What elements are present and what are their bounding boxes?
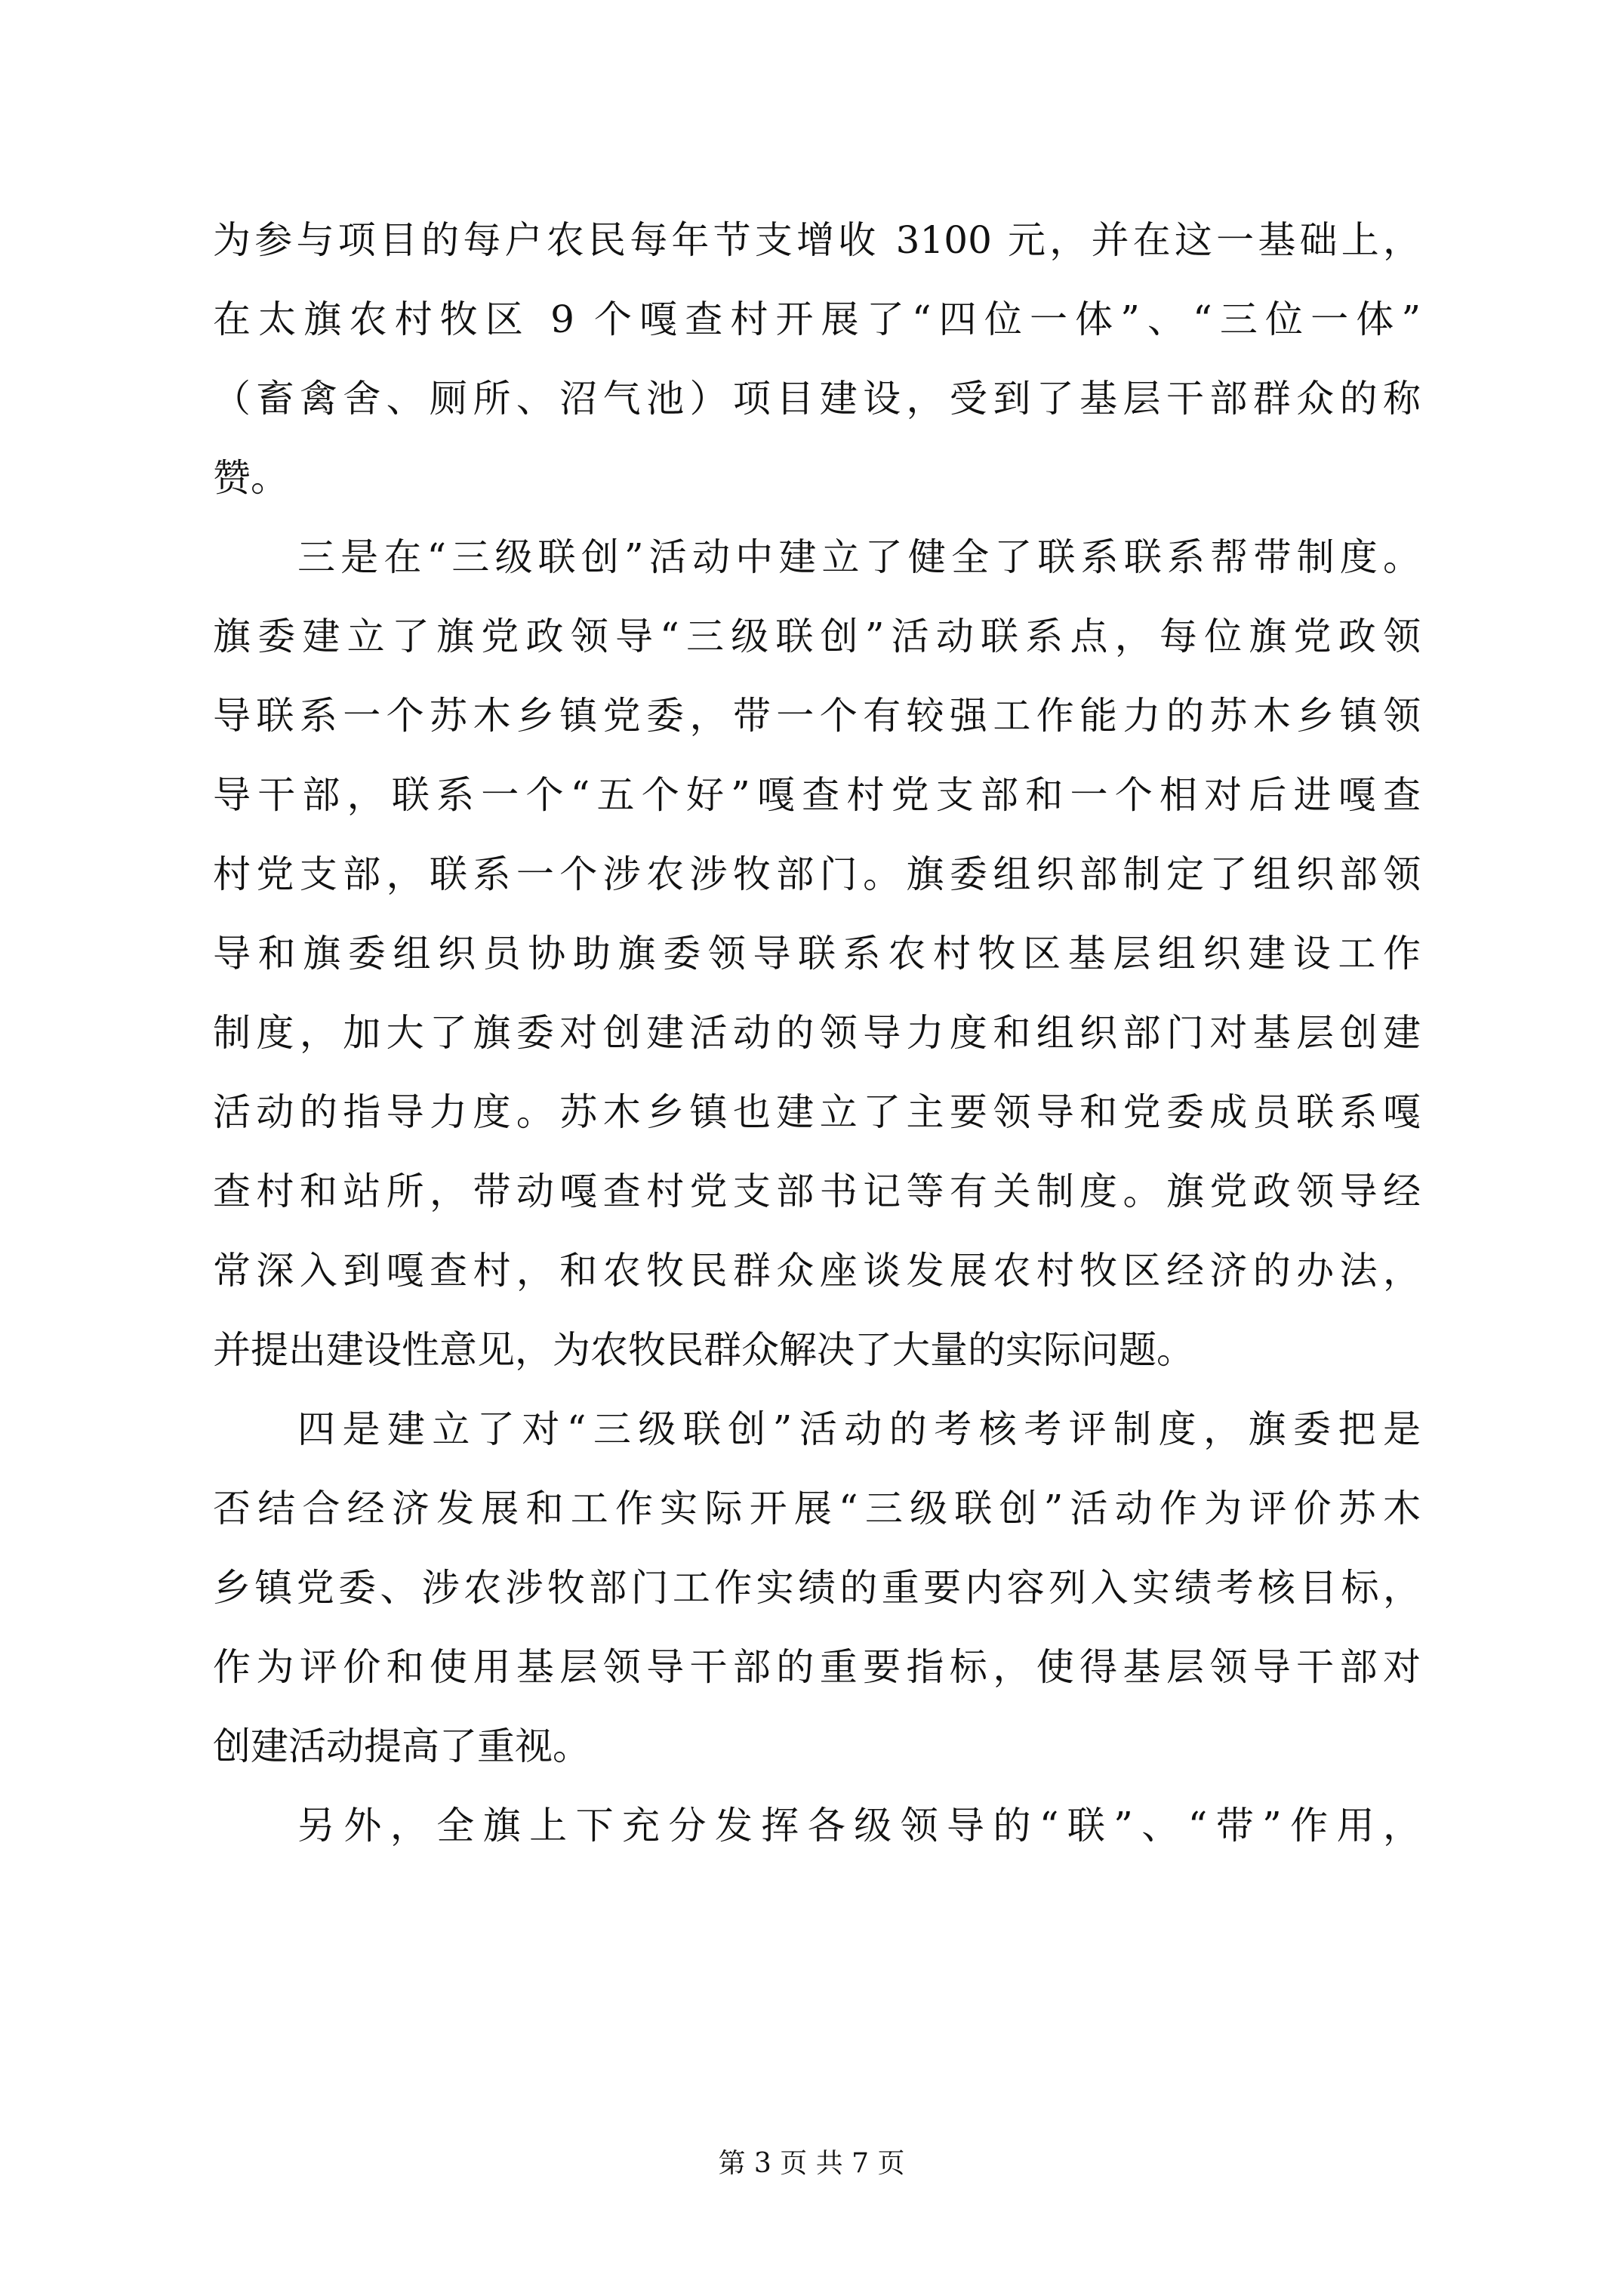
paragraph-line: 导联系一个苏木乡镇党委，带一个有较强工作能力的苏木乡镇领 bbox=[213, 694, 1421, 738]
document-body bbox=[213, 201, 1421, 1866]
paragraph bbox=[213, 1390, 1421, 1786]
paragraph bbox=[213, 201, 1421, 518]
paragraph-line: （畜禽舍、厕所、沼气池）项目建设，受到了基层干部群众的称 bbox=[213, 377, 1421, 421]
paragraph bbox=[213, 518, 1421, 1390]
paragraph-line: 村党支部，联系一个涉农涉牧部门。旗委组织部制定了组织部领 bbox=[213, 852, 1421, 896]
paragraph-line: 在太旗农村牧区 9 个嘎查村开展了“四位一体”、“三位一体” bbox=[213, 297, 1421, 341]
paragraph-line: 赞。 bbox=[213, 456, 288, 500]
paragraph-line: 常深入到嘎查村，和农牧民群众座谈发展农村牧区经济的办法， bbox=[213, 1249, 1421, 1293]
paragraph-line: 制度，加大了旗委对创建活动的领导力度和组织部门对基层创建 bbox=[213, 1011, 1421, 1055]
paragraph bbox=[213, 1786, 1421, 1866]
paragraph-line: 创建活动提高了重视。 bbox=[213, 1724, 590, 1768]
paragraph-line: 三是在“三级联创”活动中建立了健全了联系联系帮带制度。 bbox=[297, 535, 1421, 579]
paragraph-line: 导干部，联系一个“五个好”嘎查村党支部和一个相对后进嘎查 bbox=[213, 773, 1421, 817]
paragraph-line: 查村和站所，带动嘎查村党支部书记等有关制度。旗党政领导经 bbox=[213, 1170, 1421, 1213]
page-footer: 第 3 页 共 7 页 bbox=[718, 2148, 905, 2179]
paragraph-line: 乡镇党委、涉农涉牧部门工作实绩的重要内容列入实绩考核目标， bbox=[213, 1566, 1421, 1610]
paragraph-line: 另外，全旗上下充分发挥各级领导的“联”、“带”作用， bbox=[297, 1804, 1421, 1848]
paragraph-line: 作为评价和使用基层领导干部的重要指标，使得基层领导干部对 bbox=[213, 1645, 1421, 1689]
paragraph-line: 否结合经济发展和工作实际开展“三级联创”活动作为评价苏木 bbox=[213, 1487, 1421, 1530]
paragraph-line: 活动的指导力度。苏木乡镇也建立了主要领导和党委成员联系嘎 bbox=[213, 1090, 1421, 1134]
paragraph-line: 导和旗委组织员协助旗委领导联系农村牧区基层组织建设工作 bbox=[213, 932, 1421, 975]
paragraph-line: 并提出建设性意见，为农牧民群众解决了大量的实际问题。 bbox=[213, 1328, 1194, 1372]
paragraph-line: 四是建立了对“三级联创”活动的考核考评制度，旗委把是 bbox=[297, 1407, 1421, 1451]
paragraph-line: 为参与项目的每户农民每年节支增收 3100 元，并在这一基础上， bbox=[213, 218, 1421, 262]
paragraph-line: 旗委建立了旗党政领导“三级联创”活动联系点，每位旗党政领 bbox=[213, 615, 1421, 658]
